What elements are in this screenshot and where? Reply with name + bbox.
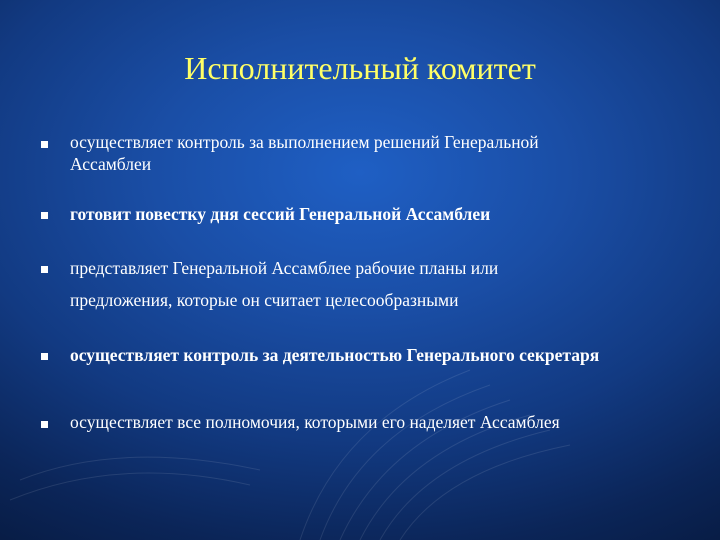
square-bullet-icon bbox=[41, 421, 48, 428]
bullet-item-3 bbox=[70, 257, 700, 311]
bullet-item-1-line2: Ассамблеи bbox=[70, 154, 152, 174]
bullet-item-3-line1: представляет Генеральной Ассамблее рабочие планы или bbox=[70, 258, 499, 278]
bullet-item-5-line1: осуществляет все полномочия, которыми его наделяет Ассамблея bbox=[70, 412, 560, 432]
bullet-item-3-line2: предложения, которые он считает целесообразными bbox=[70, 290, 459, 310]
square-bullet-icon bbox=[41, 266, 48, 273]
bullet-item-5 bbox=[70, 411, 700, 433]
square-bullet-icon bbox=[41, 212, 48, 219]
bullet-item-2-line1: готовит повестку дня сессий Генеральной Ассамблеи bbox=[70, 204, 491, 224]
bullet-item-1-line1: осуществляет контроль за выполнением решений Генеральной bbox=[70, 132, 539, 152]
square-bullet-icon bbox=[41, 141, 48, 148]
bullet-item-4-line1: осуществляет контроль за деятельностью Генерального секретаря bbox=[70, 345, 600, 365]
bullet-item-4 bbox=[70, 344, 700, 366]
bullet-item-2 bbox=[70, 203, 700, 225]
bullet-item-1 bbox=[70, 131, 700, 175]
square-bullet-icon bbox=[41, 353, 48, 360]
page-title: Исполнительный комитет bbox=[184, 50, 536, 86]
